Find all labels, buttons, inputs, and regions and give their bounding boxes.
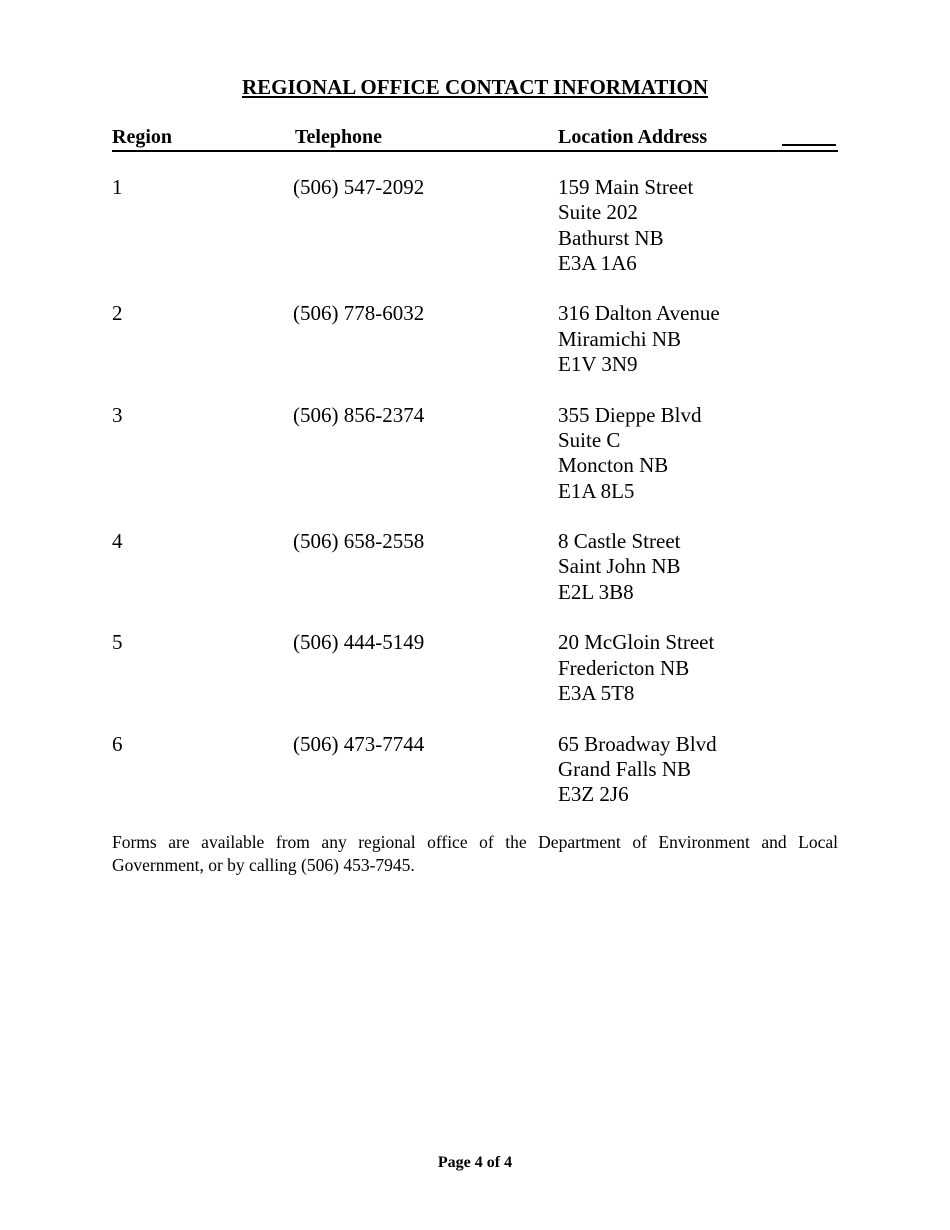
- table-row: [112, 630, 838, 706]
- column-header-telephone: Telephone: [295, 126, 383, 148]
- region-number: 3: [112, 402, 123, 427]
- location-address: [558, 630, 838, 706]
- location-address: [558, 732, 838, 808]
- address-line: 8 Castle Street: [558, 529, 681, 554]
- address-line: E1V 3N9: [558, 352, 638, 377]
- table-row: [112, 301, 838, 377]
- table-row: [112, 732, 838, 808]
- table-row: [112, 403, 838, 504]
- page-title: REGIONAL OFFICE CONTACT INFORMATION: [241, 75, 709, 99]
- address-line: 20 McGloin Street: [558, 630, 715, 655]
- address-line: Fredericton NB: [558, 655, 690, 680]
- address-line: E3A 5T8: [558, 680, 635, 705]
- location-address: [558, 175, 838, 276]
- table-header: [112, 124, 838, 152]
- forms-availability-note: Forms are available from any regional office of the Department of Environment and Local Government, or by calling (506) 453-7945.: [112, 832, 838, 875]
- office-list: [112, 175, 838, 807]
- address-line: Miramichi NB: [558, 326, 682, 351]
- address-line: 316 Dalton Avenue: [558, 301, 720, 326]
- address-line: Grand Falls NB: [558, 756, 691, 781]
- address-line: Suite C: [558, 427, 621, 452]
- table-row: [112, 529, 838, 605]
- address-line: 65 Broadway Blvd: [558, 731, 717, 756]
- region-number: 6: [112, 731, 123, 756]
- address-line: E2L 3B8: [558, 579, 634, 604]
- column-header-region: Region: [112, 126, 172, 148]
- region-number: 5: [112, 630, 123, 655]
- telephone-number: (506) 473-7744: [293, 731, 425, 756]
- address-line: E3A 1A6: [558, 250, 637, 275]
- region-number: 1: [112, 175, 123, 199]
- address-line: E1A 8L5: [558, 478, 635, 503]
- address-line: E3Z 2J6: [558, 782, 629, 807]
- address-line: Bathurst NB: [558, 225, 664, 250]
- page-number: Page 4 of 4: [437, 1154, 513, 1171]
- telephone-number: (506) 856-2374: [293, 402, 425, 427]
- address-line: Saint John NB: [558, 554, 681, 579]
- region-number: 4: [112, 529, 123, 554]
- telephone-number: (506) 547-2092: [293, 175, 425, 199]
- location-address: [558, 301, 838, 377]
- region-number: 2: [112, 301, 123, 326]
- telephone-number: (506) 778-6032: [293, 301, 425, 326]
- telephone-number: (506) 444-5149: [293, 630, 425, 655]
- address-line: 355 Dieppe Blvd: [558, 402, 702, 427]
- column-header-address: Location Address: [558, 126, 708, 148]
- location-address: [558, 529, 838, 605]
- table-row: [112, 175, 838, 276]
- address-line: 159 Main Street: [558, 175, 694, 199]
- address-line: Moncton NB: [558, 453, 669, 478]
- telephone-number: (506) 658-2558: [293, 529, 425, 554]
- address-line: Suite 202: [558, 200, 638, 225]
- header-underline-blank: [782, 124, 836, 146]
- location-address: [558, 403, 838, 504]
